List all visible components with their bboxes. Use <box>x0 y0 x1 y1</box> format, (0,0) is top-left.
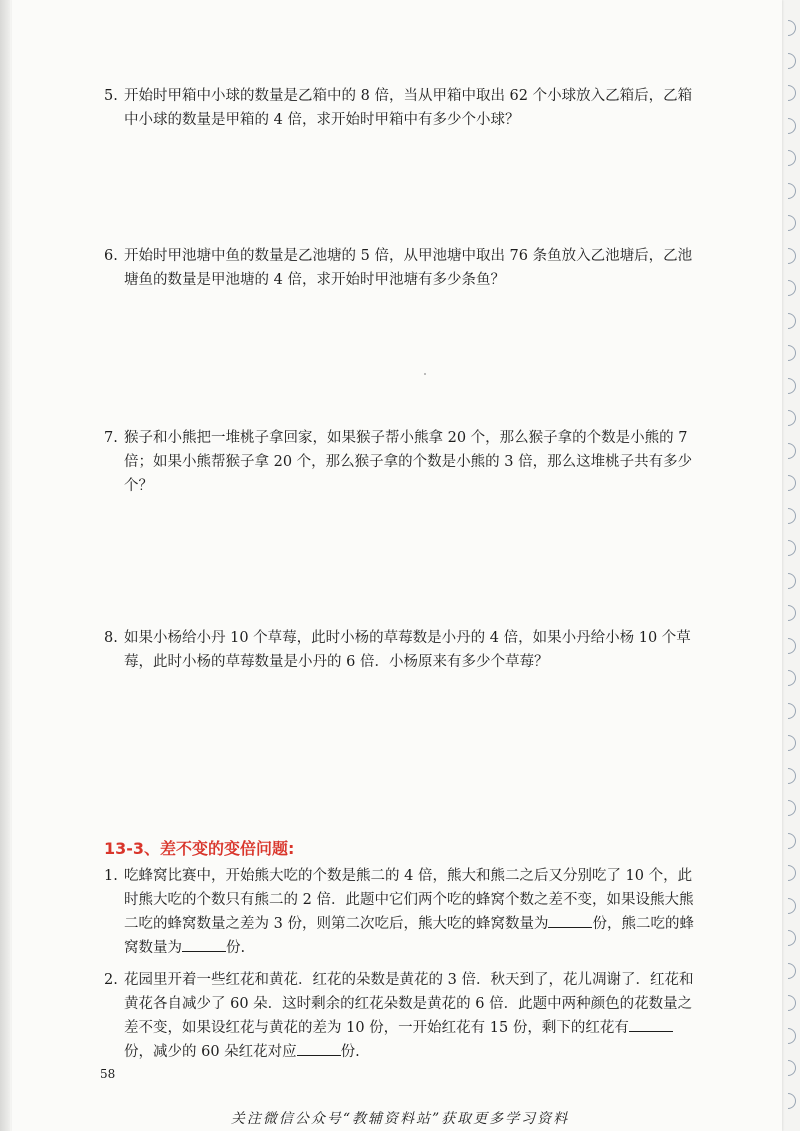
binding-ring <box>788 475 796 491</box>
binding-ring <box>788 280 796 296</box>
binding-ring <box>788 183 796 199</box>
binding-ring <box>788 1060 796 1076</box>
binding-ring <box>788 540 796 556</box>
binding-ring <box>788 150 796 166</box>
binding-ring <box>788 833 796 849</box>
answer-blank[interactable] <box>548 913 592 928</box>
binding-ring <box>788 670 796 686</box>
binding-ring <box>788 1093 796 1109</box>
question-7 <box>104 426 694 498</box>
question-text: 如果小杨给小丹 10 个草莓，此时小杨的草莓数是小丹的 4 倍，如果小丹给小杨 10 个草莓，此时小杨的草莓数量是小丹的 6 倍．小杨原来有多少个草莓？ <box>124 630 691 670</box>
page-number: 58 <box>100 1067 116 1081</box>
binding-ring <box>788 20 796 36</box>
question-text-part: 份. <box>340 1044 360 1060</box>
question-5 <box>104 84 694 132</box>
section-question-1 <box>104 864 694 960</box>
question-number: 5. <box>104 88 118 104</box>
binding-ring <box>788 605 796 621</box>
binding-ring <box>788 963 796 979</box>
question-text: 猴子和小熊把一堆桃子拿回家，如果猴子帮小熊拿 20 个，那么猴子拿的个数是小熊的 7 倍；如果小熊帮猴子拿 20 个，那么猴子拿的个数是小熊的 3 倍，那么这堆桃子共有多少个？ <box>124 430 693 494</box>
binding-ring <box>788 53 796 69</box>
question-6 <box>104 244 694 292</box>
binding-ring <box>788 248 796 264</box>
question-text: 开始时甲箱中小球的数量是乙箱中的 8 倍，当从甲箱中取出 62 个小球放入乙箱后，乙箱中小球的数量是甲箱的 4 倍，求开始时甲箱中有多少个小球？ <box>124 88 693 128</box>
binding-ring <box>788 638 796 654</box>
question-number: 8. <box>104 630 118 646</box>
answer-blank[interactable] <box>182 937 226 952</box>
binding-ring <box>788 313 796 329</box>
section-question-2 <box>104 968 694 1064</box>
binding-ring <box>788 573 796 589</box>
question-text: 开始时甲池塘中鱼的数量是乙池塘的 5 倍，从甲池塘中取出 76 条鱼放入乙池塘后，乙池塘鱼的数量是甲池塘的 4 倍，求开始时甲池塘有多少条鱼？ <box>124 248 693 288</box>
question-8 <box>104 626 694 674</box>
binding-ring <box>788 410 796 426</box>
binding-ring <box>788 215 796 231</box>
binding-ring <box>788 898 796 914</box>
binding-ring <box>788 345 796 361</box>
question-text-part: 吃蜂窝比赛中，开始熊大吃的个数是熊二的 4 倍，熊大和熊二之后又分别吃了 10 个，此时熊大吃的个数只有熊二的 2 倍．此题中它们两个吃的蜂窝个数之差不变，如果设熊大熊二吃的蜂窝数量之差为 3 份，则第二次吃后，熊大吃的蜂窝数量为 <box>124 868 694 932</box>
question-number: 2. <box>104 972 118 988</box>
binding-ring <box>788 378 796 394</box>
question-text-part: 份，减少的 60 朵红花对应 <box>124 1044 297 1060</box>
answer-blank[interactable] <box>297 1041 341 1056</box>
binding-ring <box>788 118 796 134</box>
binding-ring <box>788 443 796 459</box>
question-text <box>104 864 694 960</box>
question-text-part: 份，熊二吃的蜂窝数量为 <box>124 916 694 956</box>
question-text-part: 份. <box>226 940 246 956</box>
binding-ring <box>788 508 796 524</box>
question-text-part: 花园里开着一些红花和黄花．红花的朵数是黄花的 3 倍．秋天到了，花儿凋谢了．红花和黄花各自减少了 60 朵．这时剩余的红花朵数是黄花的 6 倍．此题中两种颜色的花数量之差不变，如果设红花与黄花的差为 10 份，一开始红花有 15 份，剩下的红花有 <box>124 972 694 1036</box>
binding-ring <box>788 930 796 946</box>
binding-ring <box>788 995 796 1011</box>
question-text <box>104 968 694 1064</box>
binding-ring <box>788 735 796 751</box>
section-title: 13-3、差不变的变倍问题: <box>104 839 295 858</box>
page-left-edge <box>0 0 10 1131</box>
binding-ring <box>788 1028 796 1044</box>
binding-ring <box>788 865 796 881</box>
ring-binding <box>780 20 796 1110</box>
footer-note: 关注微信公众号“教辅资料站”获取更多学习资料 <box>230 1111 570 1127</box>
answer-blank[interactable] <box>629 1017 673 1032</box>
question-number: 1. <box>104 868 118 884</box>
question-number: 7. <box>104 430 118 446</box>
scan-speck <box>424 373 426 375</box>
question-number: 6. <box>104 248 118 264</box>
binding-ring <box>788 85 796 101</box>
binding-ring <box>788 800 796 816</box>
binding-ring <box>788 768 796 784</box>
worksheet-page <box>12 0 782 1131</box>
binding-ring <box>788 703 796 719</box>
